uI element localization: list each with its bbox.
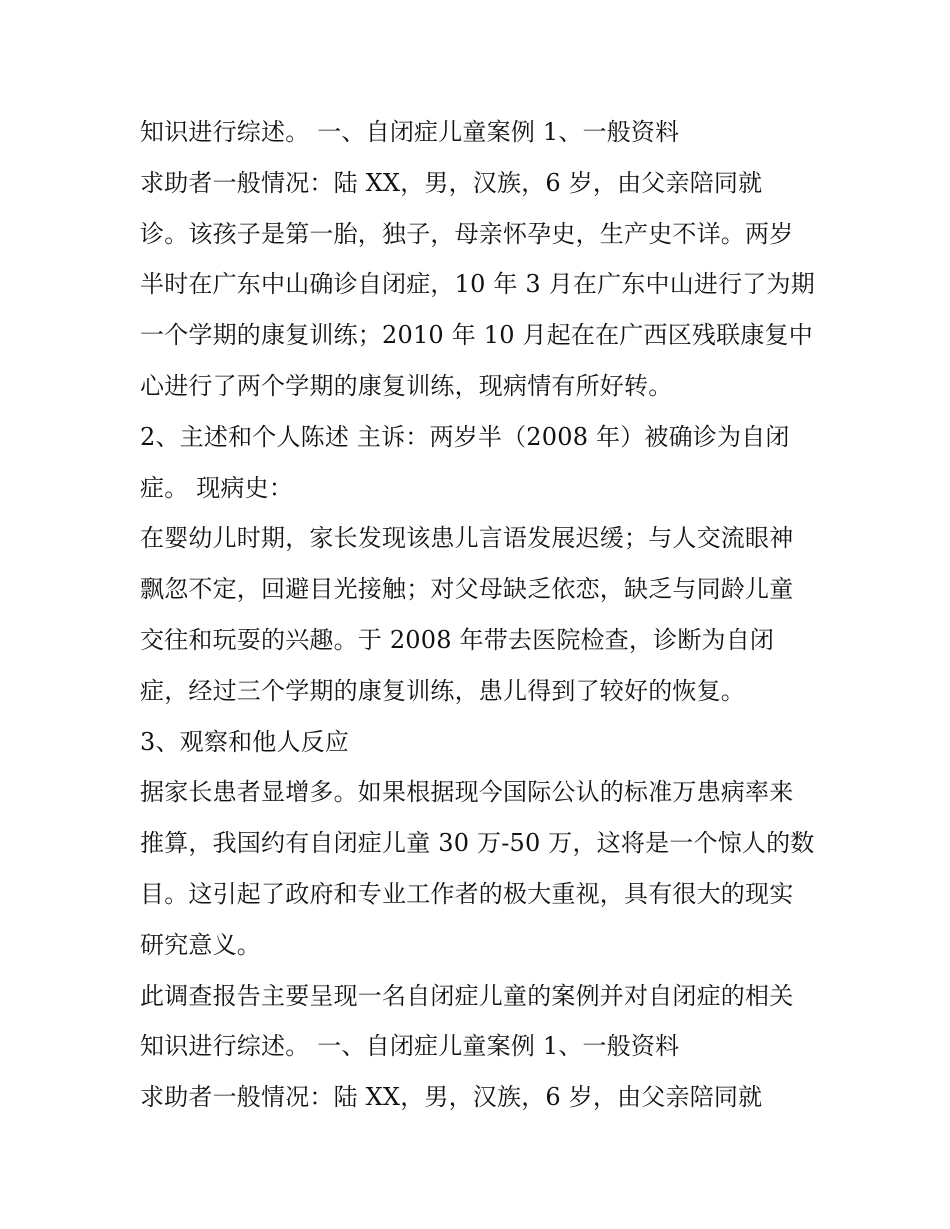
text-line: 半时在广东中山确诊自闭症，10 年 3 月在广东中山进行了为期 (140, 270, 815, 299)
text-line: 交往和玩耍的兴趣。于 2008 年带去医院检查，诊断为自闭 (140, 625, 775, 654)
text-line: 求助者一般情况：陆 XX，男，汉族，6 岁，由父亲陪同就 (140, 1083, 763, 1112)
text-line: 研究意义。 (140, 930, 261, 959)
text-line: 2、主述和个人陈述 主诉：两岁半（2008 年）被确诊为自闭 (140, 422, 790, 451)
text-line: 诊。该孩子是第一胎，独子，母亲怀孕史，生产史不详。两岁 (140, 219, 794, 248)
text-line: 飘忽不定，回避目光接触；对父母缺乏依恋，缺乏与同龄儿童 (140, 575, 794, 604)
text-line: 一个学期的康复训练；2010 年 10 月起在在广西区残联康复中 (140, 321, 813, 350)
text-line: 此调查报告主要呈现一名自闭症儿童的案例并对自闭症的相关 (140, 981, 794, 1010)
text-line: 知识进行综述。 一、自闭症儿童案例 1、一般资料 (140, 1032, 680, 1061)
text-line: 目。这引起了政府和专业工作者的极大重视，具有很大的现实 (140, 879, 794, 908)
text-line: 3、观察和他人反应 (140, 727, 350, 756)
text-line: 症，经过三个学期的康复训练，患儿得到了较好的恢复。 (140, 676, 745, 705)
text-line: 症。 现病史： (140, 473, 294, 502)
text-line: 求助者一般情况：陆 XX，男，汉族，6 岁，由父亲陪同就 (140, 168, 763, 197)
document-body (140, 107, 820, 1123)
text-line: 据家长患者显增多。如果根据现今国际公认的标准万患病率来 (140, 778, 794, 807)
text-line: 知识进行综述。 一、自闭症儿童案例 1、一般资料 (140, 118, 680, 146)
text-line: 推算，我国约有自闭症儿童 30 万-50 万，这将是一个惊人的数 (140, 829, 815, 858)
text-line: 在婴幼儿时期，家长发现该患儿言语发展迟缓；与人交流眼神 (140, 524, 794, 553)
text-line: 心进行了两个学期的康复训练，现病情有所好转。 (140, 371, 673, 400)
